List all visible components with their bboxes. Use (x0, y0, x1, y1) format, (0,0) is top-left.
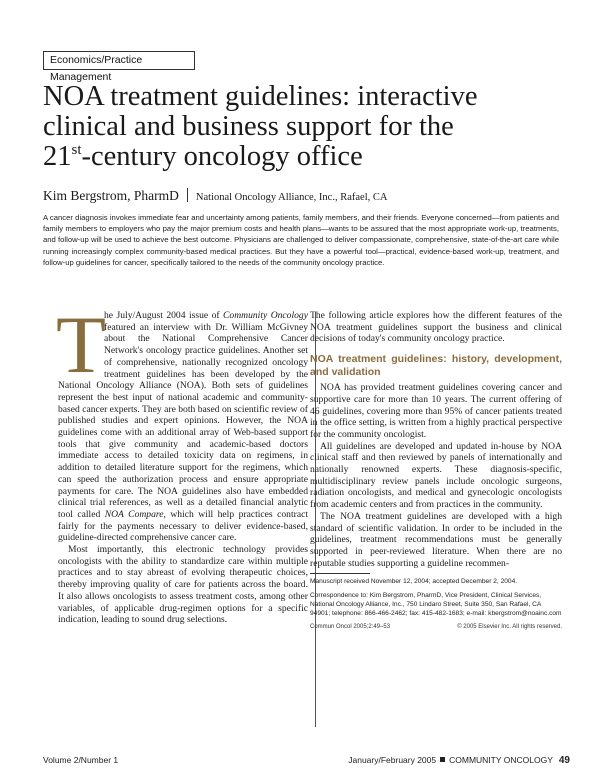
left-p1-text-b: featured an interview with Dr. William McGivney about the National Comprehensive Cancer Network's oncology practice guidelines. Another set of comprehensive, nationally recognized oncology treatment guidelines has been developed by the National Oncology Alliance (NOA). Both sets of guidelines represent the best input of national academic and community-based cancer experts. They are both based on scientific review of published studies and expert opinions. However, the NOA guidelines come with an additional array of Web-based support tools that give community and academic-based doctors immediate access to detailed toxicity data on regimens, in addition to detailed literature support for the regimens, which can speed the authorization process and ensure appropriate payments for care. The NOA guidelines also have embedded clinical trial references, as well as a detailed financial analytic tool called (58, 321, 308, 520)
left-paragraph-1 (56, 299, 308, 544)
copyright: © 2005 Elsevier Inc. All rights reserved. (457, 624, 562, 631)
byline (43, 186, 563, 206)
abstract: A cancer diagnosis invokes immediate fear and uncertainty among patients, family members, and their friends. Everyone concerned—from patients and family members to employers who pay the major premium costs and health plans—wants to be assured that the most appropriate work-up, treatments, and follow-up will be used to achieve the best outcome. Physicians are challenged to deliver compassionate, comprehensive, state-of-the-art care while running increasingly complex community-based medical practices. But they have a powerful tool—practical, evidence-based work-up, treatment, and follow-up guidelines for cancer, specifically tailored to the needs of the community oncology practice. (43, 213, 559, 267)
drop-cap: T (56, 299, 107, 390)
footer-issue: January/February 2005 (348, 755, 437, 765)
left-paragraph-2: Most importantly, this electronic technology provides oncologists with the ability to standardize care within multiple practices and to stay abreast of evolving therapeutic choices, thereby improving quality of care for patients across the board. It also allows oncologists to assess treatment costs, among other variables, of applicable drug-regimen options for a specific indication, leading to sound drug selections. (58, 544, 308, 626)
author-name: Kim Bergstrom, PharmD (43, 188, 179, 203)
title-line-1: NOA treatment guidelines: interactive (43, 81, 478, 112)
page-footer (43, 753, 570, 767)
left-p1-text-c: , which will help practices contract fairly for the payments necessary to deliver evidence-based, guideline-directed comprehensive cancer care. (58, 508, 308, 544)
article-title (43, 82, 563, 172)
notes-rule (310, 573, 370, 574)
right-paragraph-3: All guidelines are developed and updated in-house by NOA clinical staff and then reviewed by panels of internationally and nationally renowned experts. These diagnosis-specific, multidisciplinary review panels include oncologic surgeons, radiation oncologists, and medical and gynecologic oncologists from academic centers and from practices in the community. (310, 440, 562, 511)
title-line-3-post: -century oncology office (81, 141, 363, 172)
byline-separator (187, 188, 188, 202)
tool-name: NOA Compare (104, 508, 164, 520)
left-p1-text-a: he July/August 2004 issue of (104, 310, 224, 321)
article-notes (310, 577, 562, 632)
footer-right (348, 753, 570, 768)
author-affiliation: National Oncology Alliance, Inc., Rafael, CA (195, 192, 388, 203)
manuscript-dates: Manuscript received November 12, 2004; accepted December 2, 2004. (310, 578, 518, 586)
square-bullet-icon (440, 757, 445, 762)
right-paragraph-2: NOA has provided treatment guidelines covering cancer and supportive care for more than 10 years. The current offering of 46 guidelines, covering more than 95% of cancer patients treated in the office setting, is written from a highly practical perspective for the community oncologist. (310, 382, 562, 440)
citation: Commun Oncol 2005;2:49–53 (310, 624, 391, 631)
right-paragraph-1: The following article explores how the different features of the NOA treatment guidelines support the business and clinical decisions of today's community oncology practice. (310, 310, 562, 345)
footer-volume: Volume 2/Number 1 (43, 755, 119, 765)
section-tag: Economics/Practice Management (43, 51, 195, 70)
right-column (310, 310, 562, 637)
correspondence: Correspondence to: Kim Bergstrom, PharmD, Vice President, Clinical Services, National Oncology Alliance, Inc., 750 Lindaro Street, Suite 350, San Rafael, CA 94901; telephone: 866-466-2462; fax: 415-482-1683; e-mail: kbergstrom@noainc.com (310, 592, 562, 618)
title-line-3-pre: 21 (43, 141, 72, 172)
page-number: 49 (558, 755, 570, 766)
title-line-2: clinical and business support for the (43, 111, 454, 142)
footer-journal: COMMUNITY ONCOLOGY (449, 755, 553, 765)
section-heading: NOA treatment guidelines: history, development, and validation (310, 353, 562, 378)
left-column (56, 299, 308, 626)
title-superscript: st (71, 142, 82, 158)
citation-line (310, 623, 562, 632)
journal-name: Community Oncology (223, 310, 308, 321)
right-paragraph-4: The NOA treatment guidelines are developed with a high standard of scientific validation. In order to be included in the guidelines, treatment recommendations must be generally supported in peer-reviewed literature. When there are no reputable studies supporting a guideline recommen- (310, 510, 562, 569)
